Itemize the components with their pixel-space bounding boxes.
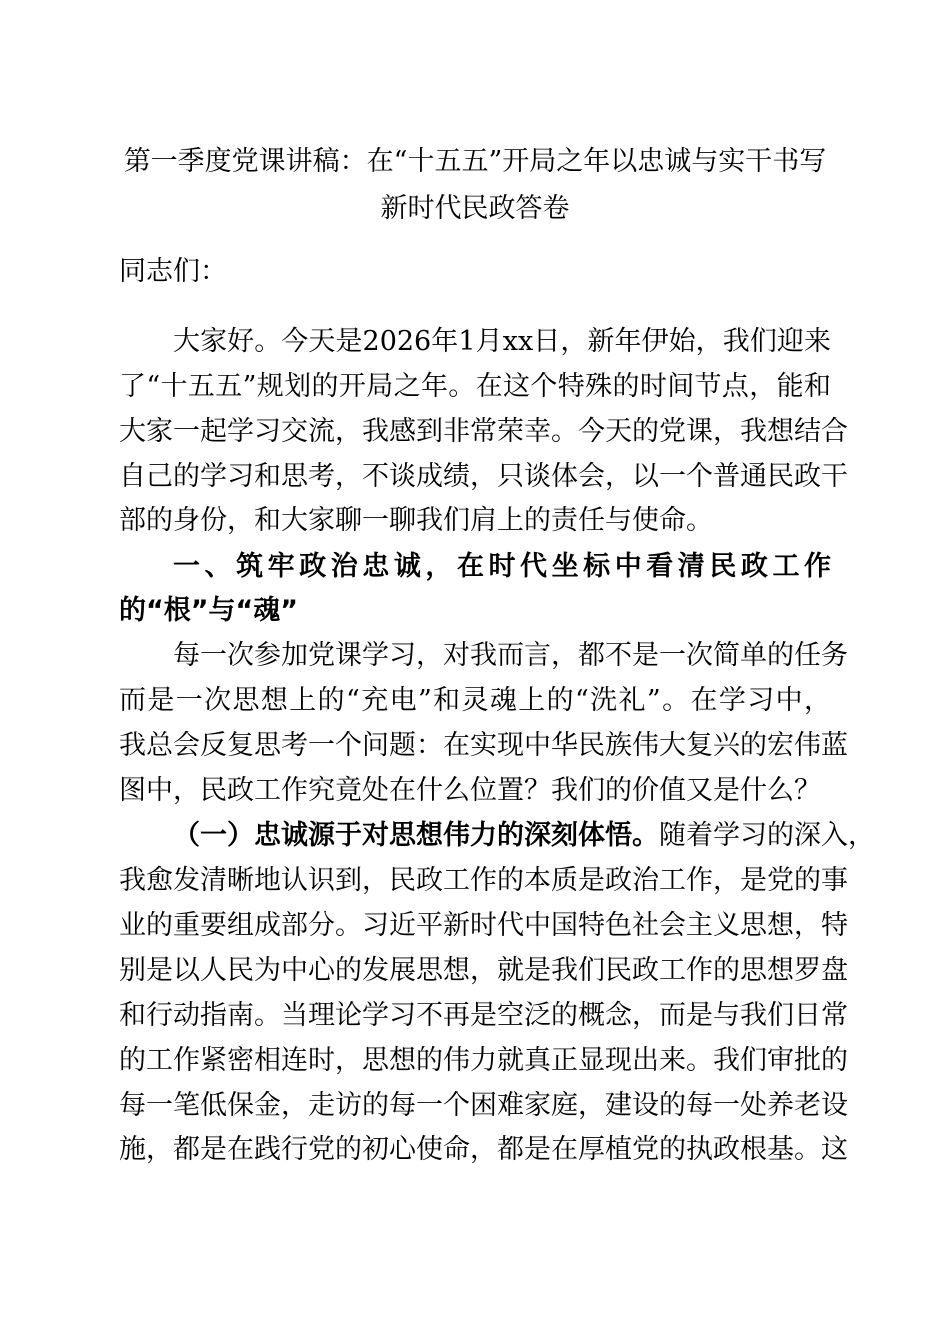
section-heading-line: 的“根”与“魂” <box>119 595 298 626</box>
subsection-line: 别是以人民为中心的发展思想，就是我们民政工作的思想罗盘 <box>119 955 848 986</box>
subsection-lead-rest: 随着学习的深入， <box>659 820 875 851</box>
document-page <box>119 0 875 1344</box>
subsection-first-line <box>119 817 875 854</box>
salutation: 同志们： <box>119 256 227 287</box>
document-title-line-1: 第一季度党课讲稿：在“十五五”开局之年以忠诚与实干书写 <box>123 146 827 177</box>
document-title-line-2: 新时代民政答卷 <box>380 193 570 224</box>
section-paragraph-line: 每一次参加党课学习，对我而言，都不是一次简单的任务 <box>173 640 848 671</box>
subsection-lead: （一）忠诚源于对思想伟力的深刻体悟。 <box>173 820 659 851</box>
subsection-line: 业的重要组成部分。习近平新时代中国特色社会主义思想，特 <box>119 910 848 941</box>
intro-line: 大家一起学习交流，我感到非常荣幸。今天的党课，我想结合 <box>119 416 848 447</box>
subsection-line: 每一笔低保金，走访的每一个困难家庭，建设的每一处养老设 <box>119 1090 848 1121</box>
subsection-line: 我愈发清晰地认识到，民政工作的本质是政治工作，是党的事 <box>119 865 848 896</box>
intro-line: 大家好。今天是2026年1月xx日，新年伊始，我们迎来 <box>173 326 831 357</box>
intro-line: 部的身份，和大家聊一聊我们肩上的责任与使命。 <box>119 505 713 536</box>
subsection-line: 和行动指南。当理论学习不再是空泛的概念，而是与我们日常 <box>119 1000 848 1031</box>
subsection-line: 的工作紧密相连时，思想的伟力就真正显现出来。我们审批的 <box>119 1045 848 1076</box>
section-heading-line: 一、筑牢政治忠诚，在时代坐标中看清民政工作 <box>173 551 831 582</box>
subsection-line: 施，都是在践行党的初心使命，都是在厚植党的执政根基。这 <box>119 1134 848 1165</box>
intro-line: 自己的学习和思考，不谈成绩，只谈体会，以一个普通民政干 <box>119 461 848 492</box>
section-paragraph-line: 我总会反复思考一个问题：在实现中华民族伟大复兴的宏伟蓝 <box>119 730 848 761</box>
section-paragraph-line: 而是一次思想上的“充电”和灵魂上的“洗礼”。在学习中， <box>119 685 831 716</box>
section-paragraph-line: 图中，民政工作究竟处在什么位置？我们的价值又是什么？ <box>119 775 821 806</box>
intro-line: 了“十五五”规划的开局之年。在这个特殊的时间节点，能和 <box>119 371 831 402</box>
